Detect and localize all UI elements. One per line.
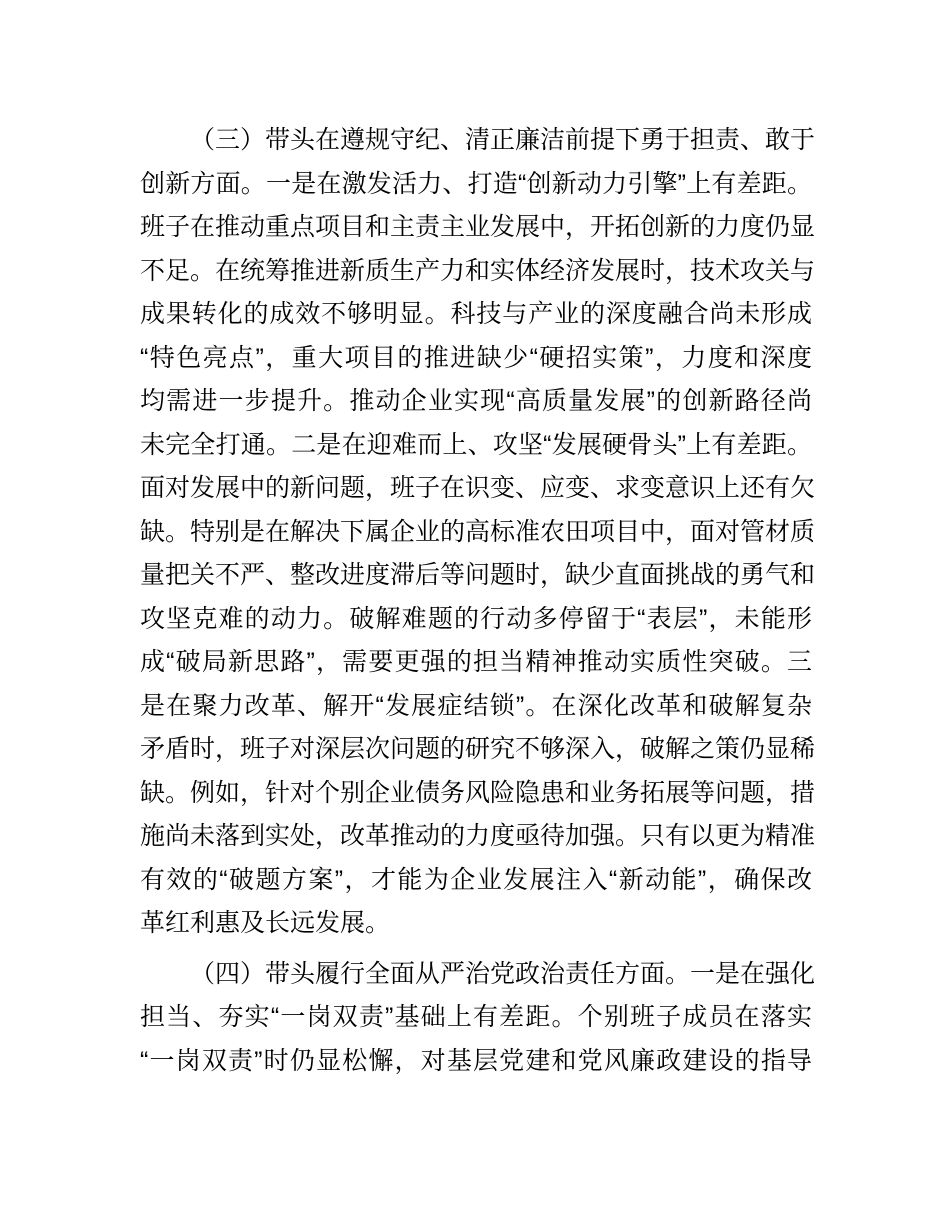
- doc-line: 施尚未落到实处，改革推动的力度亟待加强。只有以更为精准: [140, 822, 816, 850]
- doc-line: 成果转化的成效不够明显。科技与产业的深度融合尚未形成: [140, 300, 812, 328]
- doc-line: 矛盾时，班子对深层次问题的研究不够深入，破解之策仍显稀: [140, 735, 816, 763]
- doc-line: 量把关不严、整改进度滞后等问题时，缺少直面挑战的勇气和: [140, 561, 816, 589]
- document-body: [140, 119, 816, 1083]
- section-three-paragraph: [140, 119, 816, 946]
- doc-line: （三）带头在遵规守纪、清正廉洁前提下勇于担责、敢于: [190, 126, 816, 154]
- doc-line: 班子在推动重点项目和主责主业发展中，开拓创新的力度仍显: [140, 213, 816, 241]
- doc-line: 未完全打通。二是在迎难而上、攻坚“发展硬骨头”上有差距。: [140, 430, 812, 459]
- section-four-paragraph: [140, 953, 816, 1084]
- doc-line: 不足。在统筹推进新质生产力和实体经济发展时，技术攻关与: [140, 256, 816, 285]
- doc-line: 创新方面。一是在激发活力、打造“创新动力引擎”上有差距。: [140, 169, 812, 198]
- doc-line: “一岗双责”时仍显松懈，对基层党建和党风廉政建设的指导: [140, 1046, 812, 1075]
- doc-line: 有效的“破题方案”，才能为企业发展注入“新动能”，确保改: [140, 865, 812, 894]
- doc-line: 缺。特别是在解决下属企业的高标准农田项目中，面对管材质: [140, 517, 816, 546]
- doc-line: 面对发展中的新问题，班子在识变、应变、求变意识上还有欠: [140, 474, 816, 502]
- doc-line: （四）带头履行全面从严治党政治责任方面。一是在强化: [190, 959, 816, 988]
- doc-line: 均需进一步提升。推动企业实现“高质量发展”的创新路径尚: [140, 387, 812, 415]
- doc-line: 担当、夯实“一岗双责”基础上有差距。个别班子成员在落实: [140, 1003, 812, 1031]
- doc-line: 成“破局新思路”，需要更强的担当精神推动实质性突破。三: [140, 648, 812, 676]
- doc-line: 革红利惠及长远发展。: [140, 909, 391, 937]
- doc-line: 攻坚克难的动力。破解难题的行动多停留于“表层”，未能形: [140, 604, 812, 633]
- doc-line: 缺。例如，针对个别企业债务风险隐患和业务拓展等问题，措: [140, 778, 816, 807]
- doc-line: “特色亮点”，重大项目的推进缺少“硬招实策”，力度和深度: [140, 343, 812, 372]
- doc-line: 是在聚力改革、解开“发展症结锁”。在深化改革和破解复杂: [140, 691, 812, 720]
